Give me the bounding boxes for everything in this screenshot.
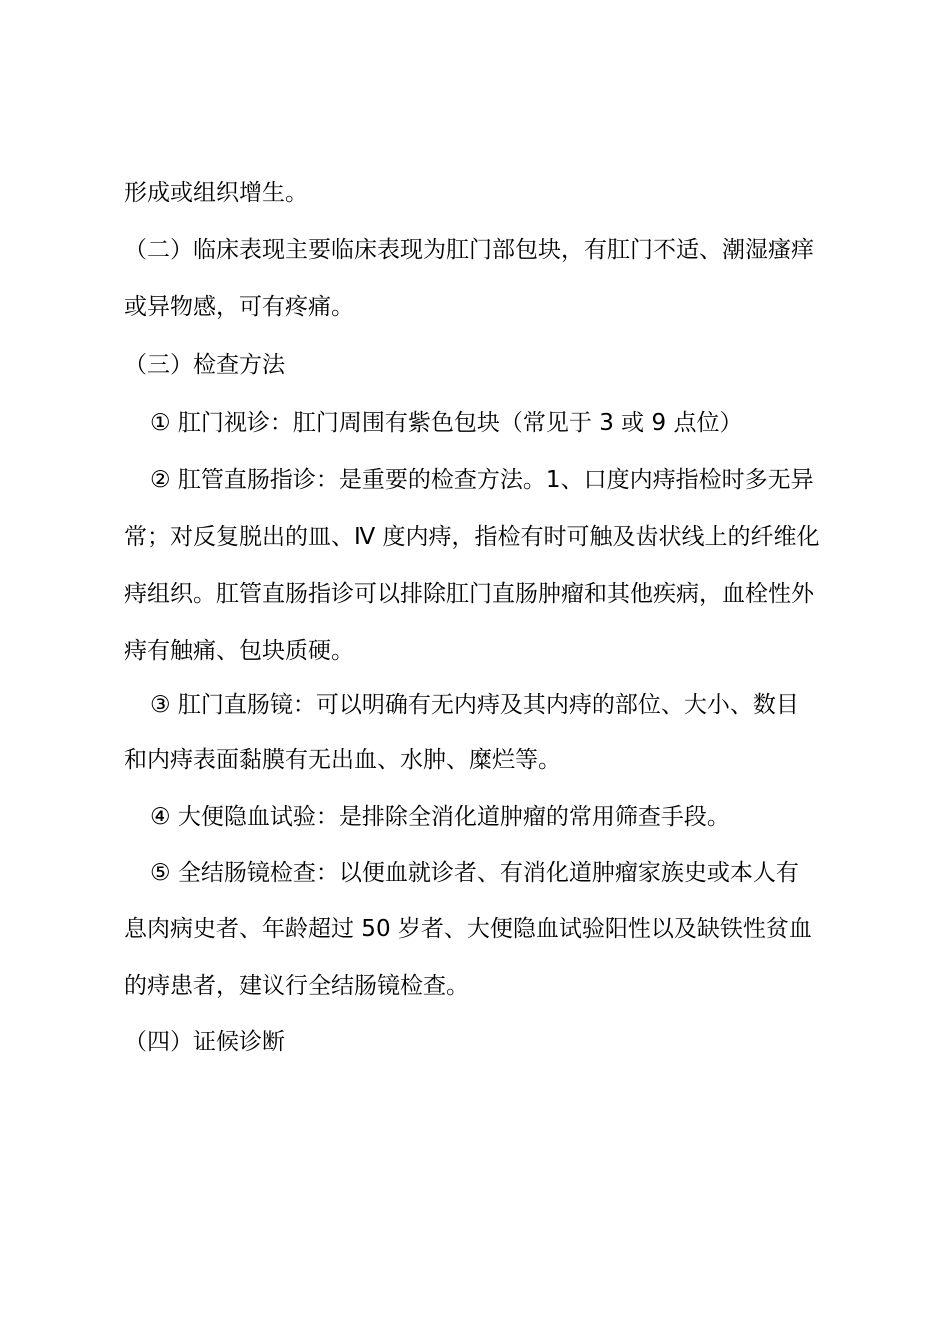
paragraph-line-continuation: 形成或组织增生。 — [124, 180, 308, 206]
paragraph-line: 常；对反复脱出的皿、Ⅳ 度内痔，指检有时可触及齿状线上的纤维化 — [124, 524, 820, 550]
list-item-colonoscopy: ⑤ 全结肠镜检查：以便血就诊者、有消化道肿瘤家族史或本人有 — [150, 860, 799, 886]
paragraph-line: 痔有触痛、包块质硬。 — [124, 638, 354, 664]
paragraph-line: 痔组织。肛管直肠指诊可以排除肛门直肠肿瘤和其他疾病，血栓性外 — [124, 581, 814, 607]
paragraph-line: 息肉病史者、年龄超过 50 岁者、大便隐血试验阳性以及缺铁性贫血 — [124, 916, 812, 942]
paragraph-line: 或异物感，可有疼痛。 — [124, 294, 354, 320]
section-heading-clinical-manifestation: （二）临床表现主要临床表现为肛门部包块，有肛门不适、潮湿瘙痒 — [124, 237, 814, 263]
section-heading-syndrome-diagnosis: （四）证候诊断 — [124, 1029, 285, 1055]
section-heading-examination-methods: （三）检查方法 — [124, 352, 285, 378]
list-item-fecal-occult-blood-test: ④ 大便隐血试验：是排除全消化道肿瘤的常用筛查手段。 — [150, 804, 730, 830]
list-item-anoscopy: ③ 肛门直肠镜：可以明确有无内痔及其内痔的部位、大小、数目 — [150, 692, 799, 718]
paragraph-line: 和内痔表面黏膜有无出血、水肿、糜烂等。 — [124, 747, 561, 773]
list-item-digital-rectal-exam: ② 肛管直肠指诊：是重要的检查方法。1、口度内痔指检时多无异 — [150, 467, 814, 493]
paragraph-line: 的痔患者，建议行全结肠镜检查。 — [124, 973, 469, 999]
list-item-anal-inspection: ① 肛门视诊：肛门周围有紫色包块（常见于 3 或 9 点位） — [150, 410, 743, 436]
